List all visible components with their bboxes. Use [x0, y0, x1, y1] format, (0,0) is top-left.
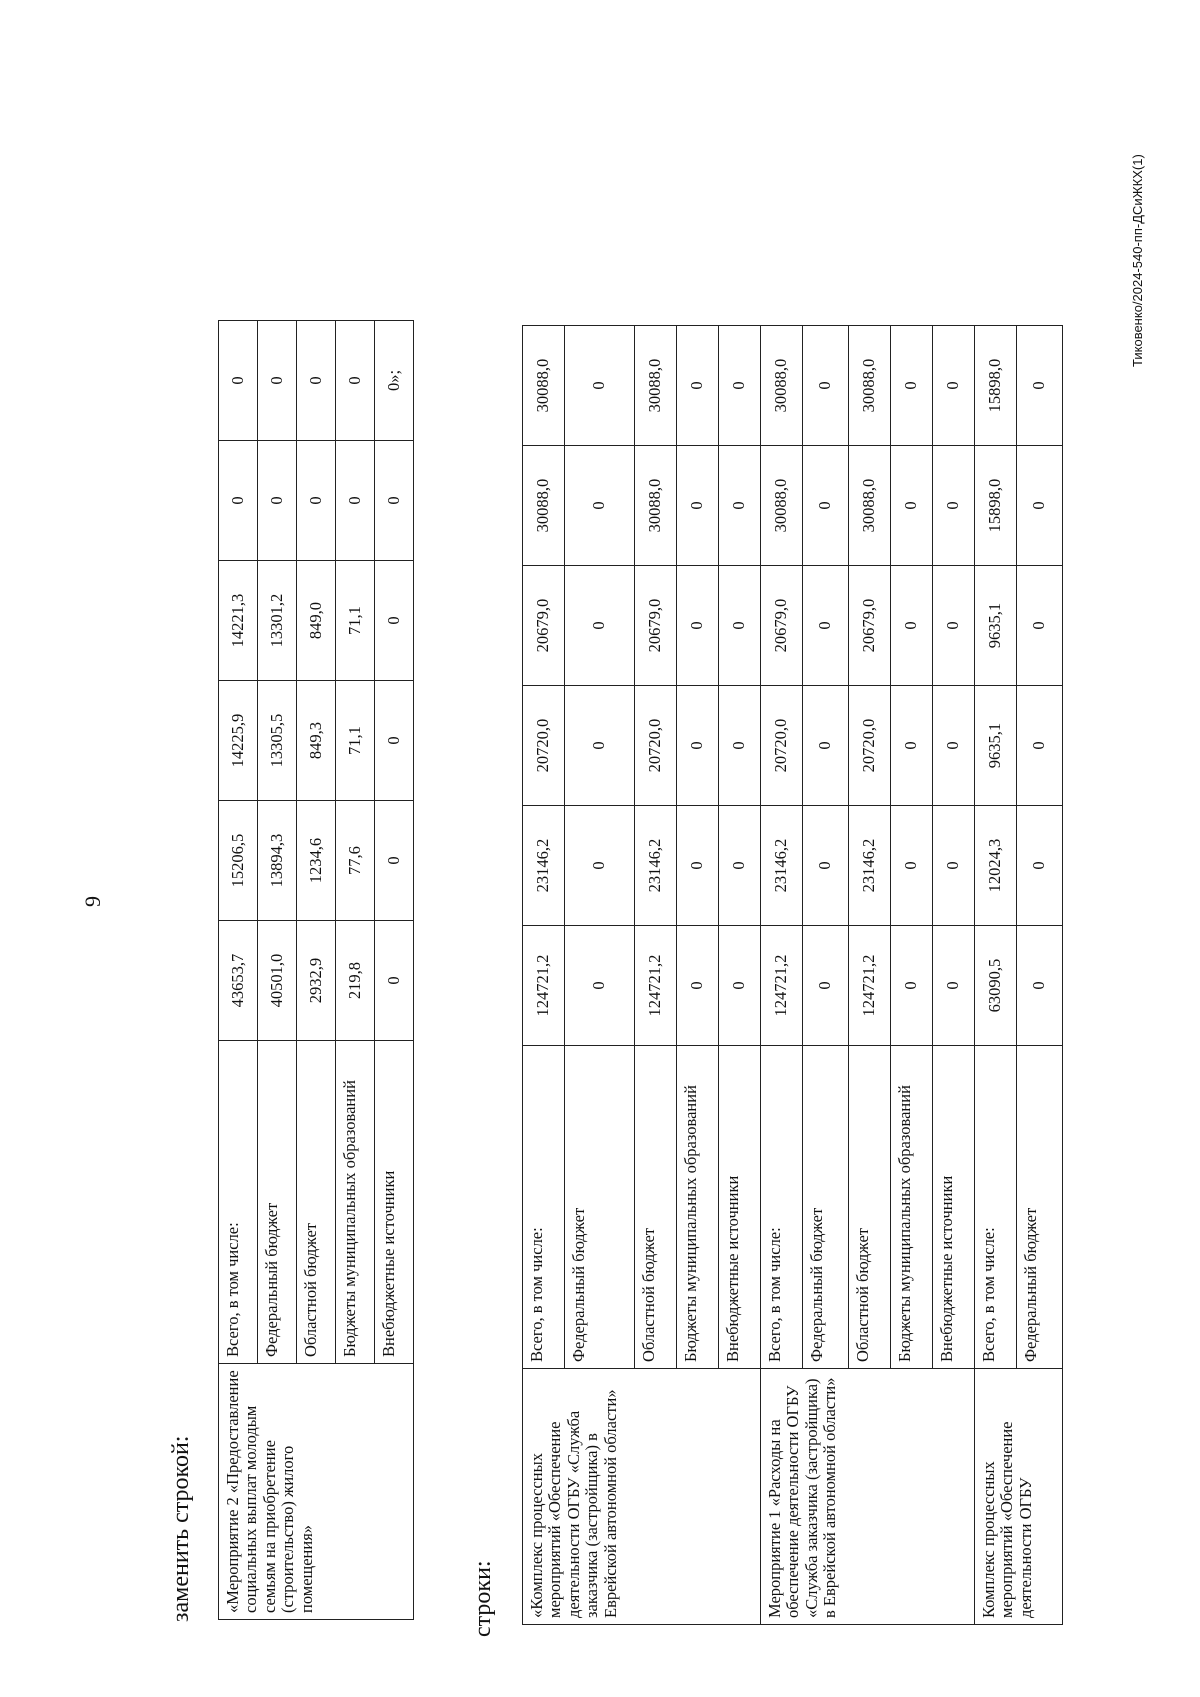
amount-cell: 0	[565, 566, 635, 686]
amount-cell: 0	[933, 326, 975, 446]
amount-cell: 0	[891, 806, 933, 926]
amount-cell: 124721,2	[849, 926, 891, 1046]
amount-cell: 13305,5	[258, 681, 297, 801]
funding-source-cell: Внебюджетные источники	[933, 1046, 975, 1369]
amount-cell: 0	[565, 686, 635, 806]
replace-heading: заменить строкой:	[168, 1435, 194, 1622]
amount-cell: 2932,9	[297, 921, 336, 1041]
amount-cell: 0	[336, 321, 375, 441]
amount-cell: 0	[803, 446, 849, 566]
funding-source-cell: Областной бюджет	[297, 1041, 336, 1364]
funding-source-cell: Бюджеты муниципальных образований	[677, 1046, 719, 1369]
amount-cell: 0	[803, 326, 849, 446]
amount-cell: 0	[719, 446, 761, 566]
amount-cell: 0	[375, 921, 414, 1041]
amount-cell: 0	[803, 926, 849, 1046]
amount-cell: 849,3	[297, 681, 336, 801]
document-code: Тиковенко/2024-540-пп-ДСиЖКХ(1)	[1130, 154, 1145, 367]
amount-cell: 20679,0	[523, 566, 565, 686]
funding-source-cell: Федеральный бюджет	[258, 1041, 297, 1364]
funding-source-cell: Областной бюджет	[635, 1046, 677, 1369]
amount-cell: 14225,9	[219, 681, 258, 801]
amount-cell: 1234,6	[297, 801, 336, 921]
amount-cell: 0	[719, 686, 761, 806]
amount-cell: 20720,0	[849, 686, 891, 806]
amount-cell: 30088,0	[849, 326, 891, 446]
funding-source-cell: Внебюджетные источники	[375, 1041, 414, 1364]
amount-cell: 20679,0	[761, 566, 803, 686]
funding-source-cell: Федеральный бюджет	[803, 1046, 849, 1369]
amount-cell: 0	[219, 321, 258, 441]
amount-cell: 0	[933, 566, 975, 686]
amount-cell: 40501,0	[258, 921, 297, 1041]
amount-cell: 20720,0	[523, 686, 565, 806]
activity-name-cell: Комплекс процессных мероприятий «Обеспечение деятельности ОГБУ	[975, 1369, 1063, 1625]
amount-cell: 0	[933, 806, 975, 926]
amount-cell: 0	[1017, 326, 1063, 446]
amount-cell: 0	[565, 446, 635, 566]
amount-cell: 20679,0	[849, 566, 891, 686]
amount-cell: 0	[219, 441, 258, 561]
amount-cell: 0	[891, 926, 933, 1046]
funding-source-cell: Всего, в том числе:	[761, 1046, 803, 1369]
funding-source-cell: Всего, в том числе:	[975, 1046, 1017, 1369]
table-row	[219, 321, 258, 1620]
amount-cell: 15898,0	[975, 326, 1017, 446]
amount-cell: 23146,2	[635, 806, 677, 926]
amount-cell: 0	[1017, 446, 1063, 566]
amount-cell: 0»;	[375, 321, 414, 441]
amount-cell: 0	[258, 441, 297, 561]
amount-cell: 0	[297, 321, 336, 441]
amount-cell: 0	[336, 441, 375, 561]
amount-cell: 30088,0	[761, 446, 803, 566]
amount-cell: 0	[803, 806, 849, 926]
amount-cell: 30088,0	[523, 446, 565, 566]
amount-cell: 0	[891, 566, 933, 686]
funding-source-cell: Бюджеты муниципальных образований	[336, 1041, 375, 1364]
amount-cell: 0	[891, 446, 933, 566]
amount-cell: 0	[677, 566, 719, 686]
amount-cell: 0	[258, 321, 297, 441]
amount-cell: 71,1	[336, 561, 375, 681]
amount-cell: 30088,0	[849, 446, 891, 566]
amount-cell: 0	[933, 446, 975, 566]
amount-cell: 13301,2	[258, 561, 297, 681]
amount-cell: 0	[677, 806, 719, 926]
amount-cell: 30088,0	[635, 326, 677, 446]
funding-source-cell: Бюджеты муниципальных образований	[891, 1046, 933, 1369]
funding-source-cell: Внебюджетные источники	[719, 1046, 761, 1369]
funding-source-cell: Областной бюджет	[849, 1046, 891, 1369]
amount-cell: 0	[719, 806, 761, 926]
replacement-table	[218, 320, 414, 1620]
amount-cell: 13894,3	[258, 801, 297, 921]
amount-cell: 20679,0	[635, 566, 677, 686]
amount-cell: 124721,2	[761, 926, 803, 1046]
amount-cell: 0	[565, 326, 635, 446]
amount-cell: 12024,3	[975, 806, 1017, 926]
amount-cell: 15206,5	[219, 801, 258, 921]
table-row	[523, 326, 565, 1625]
amount-cell: 0	[297, 441, 336, 561]
amount-cell: 30088,0	[635, 446, 677, 566]
amount-cell: 0	[375, 681, 414, 801]
rows-heading: строки:	[470, 1560, 496, 1637]
amount-cell: 0	[375, 801, 414, 921]
amount-cell: 20720,0	[761, 686, 803, 806]
amount-cell: 219,8	[336, 921, 375, 1041]
amount-cell: 0	[565, 926, 635, 1046]
amount-cell: 9635,1	[975, 686, 1017, 806]
amount-cell: 849,0	[297, 561, 336, 681]
amount-cell: 0	[891, 686, 933, 806]
table-row	[975, 326, 1017, 1625]
page-number: 9	[80, 896, 105, 907]
amount-cell: 77,6	[336, 801, 375, 921]
amount-cell: 23146,2	[849, 806, 891, 926]
amount-cell: 0	[933, 686, 975, 806]
amount-cell: 0	[719, 326, 761, 446]
amount-cell: 124721,2	[523, 926, 565, 1046]
activity-name-cell: «Комплекс процессных мероприятий «Обеспечение деятельности ОГБУ «Служба заказчика (застройщика) в Еврейской автономной области»	[523, 1369, 761, 1625]
amount-cell: 71,1	[336, 681, 375, 801]
amount-cell: 0	[1017, 686, 1063, 806]
funding-source-cell: Федеральный бюджет	[565, 1046, 635, 1369]
amount-cell: 0	[677, 686, 719, 806]
amount-cell: 0	[1017, 566, 1063, 686]
amount-cell: 30088,0	[761, 326, 803, 446]
amount-cell: 14221,3	[219, 561, 258, 681]
funding-source-cell: Федеральный бюджет	[1017, 1046, 1063, 1369]
amount-cell: 63090,5	[975, 926, 1017, 1046]
amount-cell: 15898,0	[975, 446, 1017, 566]
amount-cell: 0	[803, 686, 849, 806]
amount-cell: 0	[1017, 806, 1063, 926]
activity-name-cell: Мероприятие 1 «Расходы на обеспечение деятельности ОГБУ «Служба заказчика (застройщика) в Еврейской автономной области»	[761, 1369, 975, 1625]
amount-cell: 0	[933, 926, 975, 1046]
amount-cell: 0	[677, 326, 719, 446]
amount-cell: 0	[891, 326, 933, 446]
amount-cell: 0	[677, 926, 719, 1046]
table-row	[761, 326, 803, 1625]
amount-cell: 0	[719, 566, 761, 686]
amount-cell: 0	[375, 561, 414, 681]
amount-cell: 23146,2	[523, 806, 565, 926]
amount-cell: 0	[1017, 926, 1063, 1046]
amount-cell: 0	[677, 446, 719, 566]
amount-cell: 23146,2	[761, 806, 803, 926]
amount-cell: 0	[719, 926, 761, 1046]
activity-name-cell: «Мероприятие 2 «Предоставление социальных выплат молодым семьям на приобретение (строительство) жилого помещения»	[219, 1364, 414, 1620]
funding-source-cell: Всего, в том числе:	[523, 1046, 565, 1369]
amount-cell: 124721,2	[635, 926, 677, 1046]
amount-cell: 0	[375, 441, 414, 561]
amount-cell: 20720,0	[635, 686, 677, 806]
amount-cell: 0	[565, 806, 635, 926]
amount-cell: 9635,1	[975, 566, 1017, 686]
funding-source-cell: Всего, в том числе:	[219, 1041, 258, 1364]
amount-cell: 30088,0	[523, 326, 565, 446]
amount-cell: 43653,7	[219, 921, 258, 1041]
rows-table	[522, 325, 1063, 1625]
amount-cell: 0	[803, 566, 849, 686]
